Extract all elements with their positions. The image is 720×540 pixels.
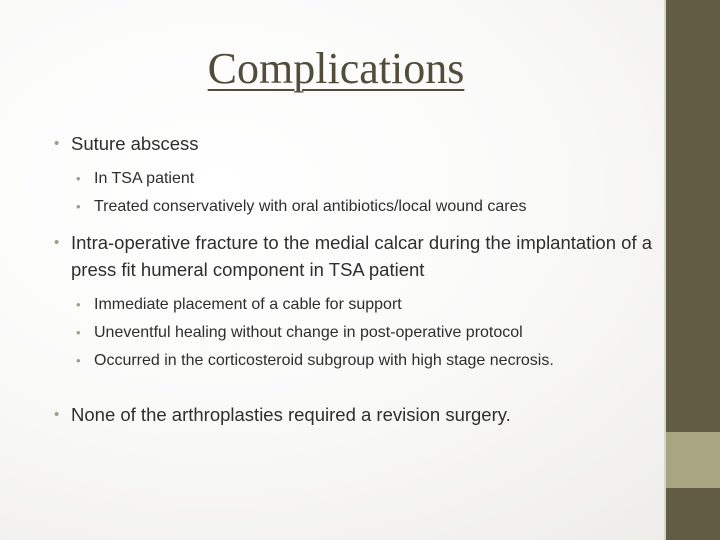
bullet-dot-icon: • [76, 199, 81, 214]
sub-bullet-item [76, 165, 654, 193]
bullet-dot-icon: • [76, 171, 81, 186]
sidebar-light-band [666, 432, 720, 488]
sub-bullet-text: Occurred in the corticosteroid subgroup with high stage necrosis. [94, 352, 554, 369]
sub-bullet-item [76, 291, 654, 319]
bullet-item [54, 130, 654, 157]
spacer [54, 383, 654, 401]
slide-title-text: Complications [207, 44, 465, 93]
slide-title [120, 42, 552, 96]
sub-bullet-item [76, 347, 654, 375]
sub-bullet-item [76, 319, 654, 347]
bullet-list [54, 130, 654, 436]
bullet-dot-icon: • [76, 353, 81, 368]
sub-bullet-text: Uneventful healing without change in post-operative protocol [94, 324, 523, 341]
sub-bullet-list [76, 165, 654, 221]
bullet-dot-icon: • [76, 325, 81, 340]
bullet-text: None of the arthroplasties required a revision surgery. [71, 404, 511, 425]
sidebar-dark-panel-bottom [666, 488, 720, 540]
bullet-dot-icon: • [76, 297, 81, 312]
sub-bullet-list [76, 291, 654, 375]
bullet-text: Intra-operative fracture to the medial calcar during the implantation of a press fit humeral component in TSA patient [71, 232, 653, 280]
sub-bullet-item [76, 193, 654, 221]
bullet-dot-icon: • [54, 406, 60, 423]
bullet-dot-icon: • [54, 135, 60, 152]
bullet-text: Suture abscess [71, 133, 199, 154]
sidebar-dark-panel-top [666, 0, 720, 432]
sub-bullet-text: Treated conservatively with oral antibiotics/local wound cares [94, 198, 527, 215]
sub-bullet-text: Immediate placement of a cable for support [94, 296, 402, 313]
bullet-dot-icon: • [54, 234, 60, 251]
sub-bullet-text: In TSA patient [94, 170, 195, 187]
bullet-item [54, 401, 654, 428]
bullet-item [54, 229, 654, 283]
